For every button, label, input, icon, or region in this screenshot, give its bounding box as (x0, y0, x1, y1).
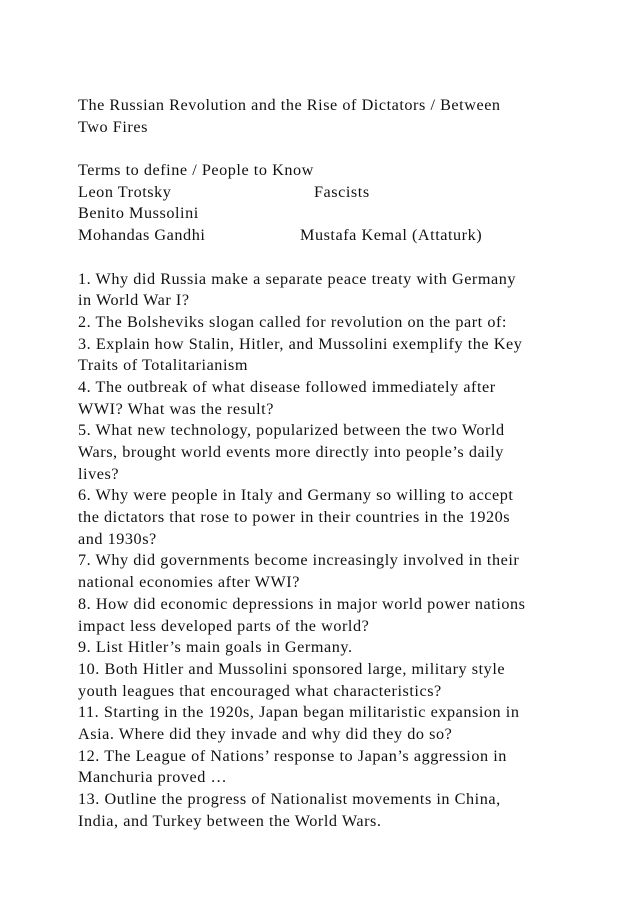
question-line: 11. Starting in the 1920s, Japan began militaristic expansion in (78, 703, 520, 722)
document-title (78, 95, 578, 138)
question-line: impact less developed parts of the world? (78, 616, 370, 635)
spacer (78, 138, 578, 160)
document-body (78, 95, 578, 832)
terms-section (78, 160, 578, 247)
term-left: Mohandas Gandhi (78, 226, 206, 245)
question-line: 8. How did economic depressions in major world power nations (78, 594, 526, 613)
title-line: Two Fires (78, 117, 148, 136)
question-line: lives? (78, 464, 120, 483)
question-line: and 1930s? (78, 529, 157, 548)
spacer (78, 247, 578, 269)
question-line: India, and Turkey between the World Wars. (78, 811, 382, 830)
terms-row (78, 203, 578, 225)
question-line: youth leagues that encouraged what characteristics? (78, 681, 442, 700)
questions-list (78, 269, 578, 833)
term-right: Mustafa Kemal (Attaturk) (300, 226, 483, 245)
question-line: 10. Both Hitler and Mussolini sponsored large, military style (78, 659, 506, 678)
terms-row (78, 225, 578, 247)
question-line: Traits of Totalitarianism (78, 356, 248, 375)
question-line: in World War I? (78, 291, 190, 310)
question-line: Asia. Where did they invade and why did they do so? (78, 724, 453, 743)
question-line: 13. Outline the progress of Nationalist movements in China, (78, 790, 501, 808)
question-line: Wars, brought world events more directly into people’s daily (78, 443, 504, 461)
term-left: Benito Mussolini (78, 204, 199, 223)
terms-heading: Terms to define / People to Know (78, 161, 314, 180)
question-line: 3. Explain how Stalin, Hitler, and Mussolini exemplify the Key (78, 334, 523, 353)
term-left: Leon Trotsky (78, 182, 172, 201)
question-line: 7. Why did governments become increasingly involved in their (78, 551, 520, 570)
question-line: national economies after WWI? (78, 573, 300, 592)
title-line: The Russian Revolution and the Rise of Dictators / Between (78, 96, 501, 114)
question-line: WWI? What was the result? (78, 399, 274, 418)
question-line: Manchuria proved … (78, 768, 228, 787)
terms-row (78, 182, 578, 204)
question-line: 2. The Bolsheviks slogan called for revolution on the part of: (78, 312, 507, 331)
question-line: the dictators that rose to power in their countries in the 1920s (78, 508, 511, 527)
question-line: 12. The League of Nations’ response to Japan’s aggression in (78, 746, 507, 765)
term-right: Fascists (314, 182, 370, 201)
question-line: 6. Why were people in Italy and Germany so willing to accept (78, 486, 514, 505)
question-line: 4. The outbreak of what disease followed immediately after (78, 377, 496, 396)
question-line: 9. List Hitler’s main goals in Germany. (78, 638, 353, 657)
question-line: 1. Why did Russia make a separate peace treaty with Germany (78, 269, 517, 288)
question-line: 5. What new technology, popularized between the two World (78, 421, 505, 440)
